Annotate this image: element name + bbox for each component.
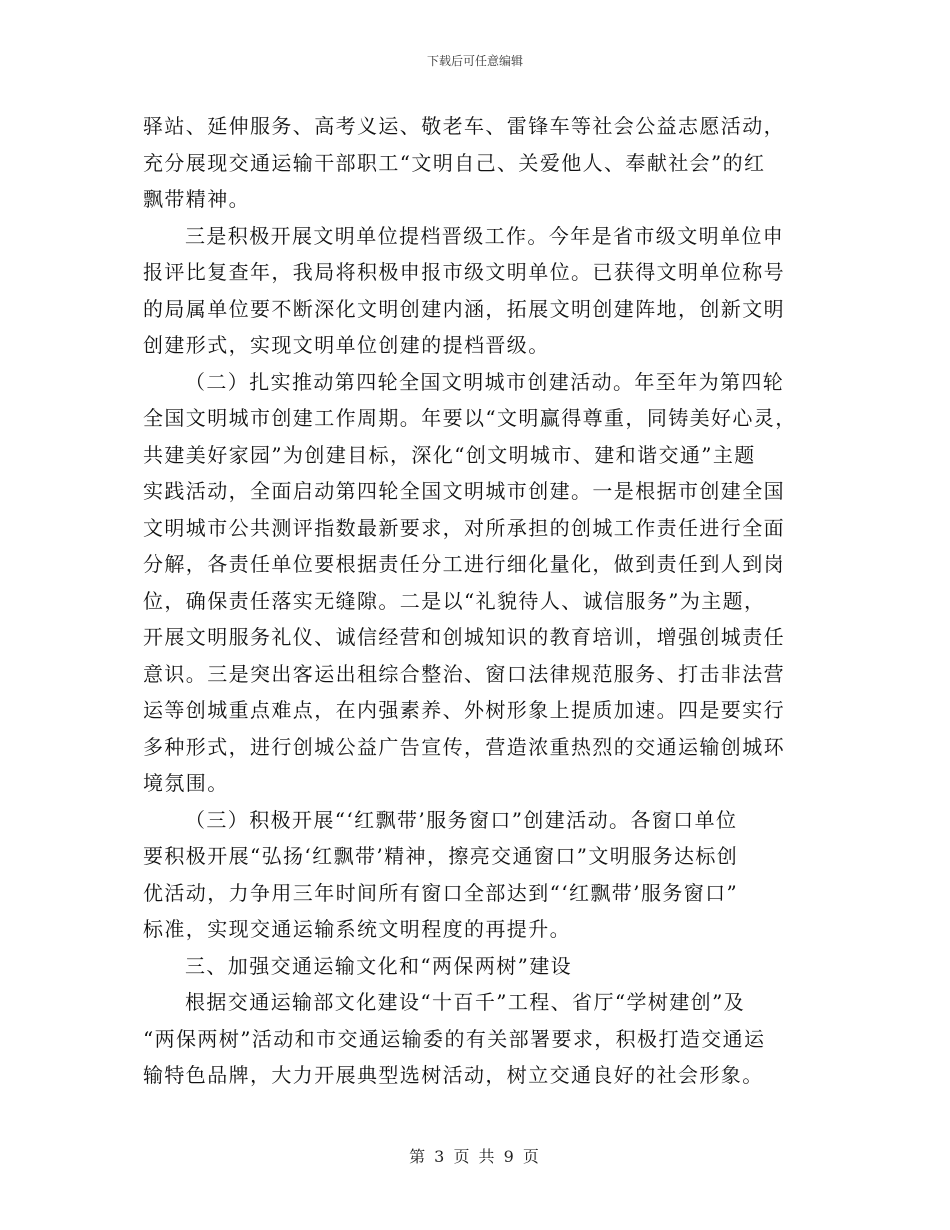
text-line: 优活动，力争用三年时间所有窗口全部达到“‘红飘带’服务窗口” — [143, 880, 739, 905]
text-line: 根据交通运输部文化建设“十百千”工程、省厅“学树建创”及 — [185, 990, 746, 1014]
text-line: 充分展现交通运输干部职工“文明自己、关爱他人、奉献社会”的红 — [143, 150, 766, 175]
text-line: （二）扎实推动第四轮全国文明城市创建活动。年至年为第四轮 — [185, 369, 785, 394]
text-line: 全国文明城市创建工作周期。年要以“文明赢得尊重，同铸美好心灵， — [143, 406, 797, 430]
text-line: 共建美好家园”为创建目标，深化“创文明城市、建和谐交通”主题 — [143, 442, 756, 467]
document-body — [143, 108, 803, 1094]
text-line: 开展文明服务礼仪、诚信经营和创城知识的教育培训，增强创城责任 — [143, 625, 785, 649]
text-line: （三）积极开展“‘红飘带’服务窗口”创建活动。各窗口单位 — [185, 807, 738, 832]
text-line: 运等创城重点难点，在内强素养、外树形象上提质加速。四是要实行 — [143, 698, 785, 722]
text-line: 分解，各责任单位要根据责任分工进行细化量化，做到责任到人到岗 — [143, 552, 785, 576]
text-line: 多种形式，进行创城公益广告宣传，营造浓重热烈的交通运输创城环 — [143, 734, 785, 759]
text-line: 创建形式，实现文明单位创建的提档晋级。 — [143, 333, 550, 357]
text-line: 境氛围。 — [143, 771, 229, 795]
text-line: 飘带精神。 — [143, 187, 250, 211]
text-line: 驿站、延伸服务、高考义运、敬老车、雷锋车等社会公益志愿活动， — [143, 114, 785, 138]
text-line: 标准，实现交通运输系统文明程度的再提升。 — [143, 917, 571, 941]
text-line: 三是积极开展文明单位提档晋级工作。今年是省市级文明单位申 — [185, 223, 785, 248]
page-header: 下载后可任意编辑 — [426, 54, 523, 68]
text-line: 输特色品牌，大力开展典型选树活动，树立交通良好的社会形象。 — [143, 1063, 764, 1087]
text-line: 报评比复查年，我局将积极申报市级文明单位。已获得文明单位称号 — [143, 260, 785, 284]
text-line: 文明城市公共测评指数最新要求，对所承担的创城工作责任进行全面 — [143, 515, 785, 540]
text-line: 要积极开展“弘扬‘红飘带’精神，擦亮交通窗口”文明服务达标创 — [143, 844, 739, 868]
page-number-footer: 第 3 页 共 9 页 — [409, 1147, 541, 1166]
text-line: 位，确保责任落实无缝隙。二是以“礼貌待人、诚信服务”为主题， — [143, 588, 766, 613]
text-line: 意识。三是突出客运出租综合整治、窗口法律规范服务、打击非法营 — [143, 661, 785, 686]
text-line: “两保两树”活动和市交通运输委的有关部署要求，积极打造交通运 — [143, 1026, 766, 1051]
text-line: 实践活动，全面启动第四轮全国文明城市创建。一是根据市创建全国 — [143, 479, 785, 503]
text-line: 的局属单位要不断深化文明创建内涵，拓展文明创建阵地，创新文明 — [143, 296, 785, 321]
text-line: 三、加强交通运输文化和“两保两树”建设 — [185, 953, 573, 978]
